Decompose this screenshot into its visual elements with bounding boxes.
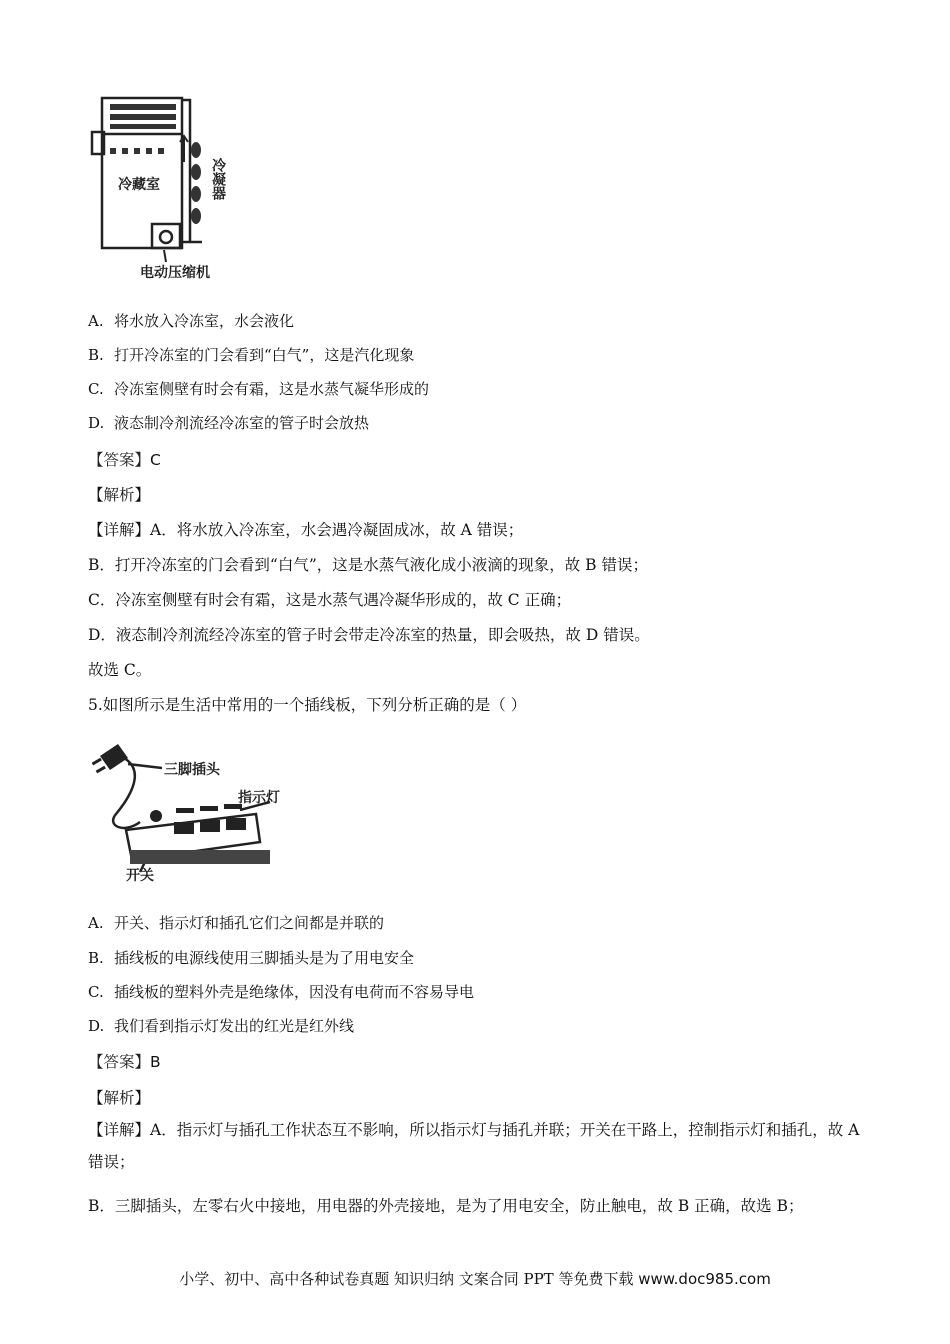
q4-option-text: 将水放入冷冻室，水会液化 bbox=[114, 312, 295, 330]
page-footer bbox=[0, 1268, 950, 1289]
q5-option-text: 插线板的电源线使用三脚插头是为了用电安全 bbox=[114, 949, 415, 967]
footer-link[interactable]: www.doc985.com bbox=[638, 1270, 771, 1288]
q4-conclusion: 故选 C。 bbox=[88, 661, 152, 679]
answer-tag: 【答案】 bbox=[88, 451, 151, 469]
q5-option-key: D. bbox=[88, 1017, 105, 1035]
answer-value: C bbox=[150, 451, 161, 469]
q5-option-b bbox=[88, 947, 414, 968]
q4-detail-a: 【详解】A．将水放入冷冻室，水会遇冷凝固成冰，故 A 错误； bbox=[88, 521, 524, 539]
answer-value: B bbox=[150, 1053, 161, 1071]
q5-detail-b: B．三脚插头，左零右火中接地，用电器的外壳接地，是为了用电安全，防止触电，故 B 正确，故选 B； bbox=[88, 1197, 804, 1215]
q4-option-d bbox=[88, 412, 369, 433]
q4-option-c bbox=[88, 378, 429, 399]
q4-option-key: A. bbox=[88, 312, 104, 330]
q4-detail-d: D．液态制冷剂流经冷冻室的管子时会带走冷冻室的热量，即会吸热，故 D 错误。 bbox=[88, 626, 650, 644]
q5-option-key: B. bbox=[88, 949, 104, 967]
q5-option-key: C. bbox=[88, 983, 104, 1001]
q5-option-text: 开关、指示灯和插孔它们之间都是并联的 bbox=[114, 914, 385, 932]
q5-option-a bbox=[88, 912, 384, 933]
refrigerator-diagram bbox=[88, 92, 248, 287]
indicator-label: 指示灯 bbox=[238, 790, 280, 806]
q5-answer bbox=[88, 1050, 161, 1072]
q5-option-text: 插线板的塑料外壳是绝缘体，因没有电荷而不容易导电 bbox=[114, 983, 475, 1001]
q4-option-text: 液态制冷剂流经冷冻室的管子时会放热 bbox=[114, 414, 370, 432]
q4-option-b bbox=[88, 344, 414, 365]
answer-tag: 【答案】 bbox=[88, 1053, 151, 1071]
q5-analysis-tag: 【解析】 bbox=[88, 1089, 151, 1107]
power-strip-diagram bbox=[88, 722, 308, 888]
q4-option-key: B. bbox=[88, 346, 104, 364]
q4-option-a bbox=[88, 310, 294, 331]
q4-option-key: C. bbox=[88, 380, 104, 398]
q4-detail-b: B．打开冷冻室的门会看到“白气”，这是水蒸气液化成小液滴的现象，故 B 错误； bbox=[88, 556, 648, 574]
condenser-label: 冷凝器 bbox=[210, 158, 226, 200]
footer-text: 小学、初中、高中各种试卷真题 知识归纳 文案合同 PPT 等免费下载 bbox=[179, 1270, 634, 1288]
q5-option-d bbox=[88, 1015, 354, 1036]
q4-option-key: D. bbox=[88, 414, 105, 432]
chamber-label: 冷藏室 bbox=[118, 177, 160, 193]
q4-detail-c: C．冷冻室侧壁有时会有霜，这是水蒸气遇冷凝华形成的，故 C 正确； bbox=[88, 591, 572, 609]
q4-option-text: 打开冷冻室的门会看到“白气”，这是汽化现象 bbox=[114, 346, 415, 364]
q4-option-text: 冷冻室侧壁有时会有霜，这是水蒸气凝华形成的 bbox=[114, 380, 430, 398]
q5-option-c bbox=[88, 981, 474, 1002]
q5-option-text: 我们看到指示灯发出的红光是红外线 bbox=[114, 1017, 355, 1035]
compressor-label: 电动压缩机 bbox=[140, 265, 210, 281]
q5-option-key: A. bbox=[88, 914, 104, 932]
q5-stem: 5.如图所示是生活中常用的一个插线板，下列分析正确的是（ ） bbox=[88, 696, 527, 714]
q5-detail-a: 【详解】A．指示灯与插孔工作状态互不影响，所以指示灯与插孔并联；开关在干路上，控制指示灯和插孔，故 A 错误； bbox=[88, 1121, 860, 1171]
q4-answer bbox=[88, 448, 161, 470]
switch-label: 开关 bbox=[126, 868, 154, 884]
plug-label: 三脚插头 bbox=[164, 762, 220, 778]
q4-analysis-tag: 【解析】 bbox=[88, 486, 151, 504]
